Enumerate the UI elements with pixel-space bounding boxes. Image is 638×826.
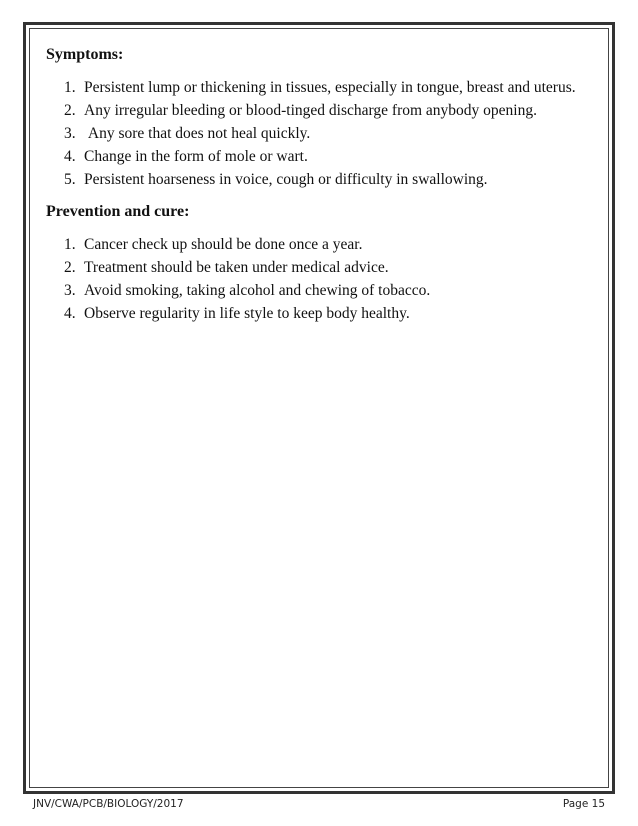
list-text: Avoid smoking, taking alcohol and chewing of tobacco.	[84, 282, 431, 299]
list-item	[46, 76, 586, 99]
list-number: 4.	[64, 305, 76, 322]
list-item	[46, 256, 586, 279]
list-text: Persistent hoarseness in voice, cough or difficulty in swallowing.	[84, 171, 488, 188]
page-content	[46, 40, 586, 325]
list-text: Treatment should be taken under medical advice.	[84, 259, 389, 276]
list-item	[46, 145, 586, 168]
list-text: Any irregular bleeding or blood-tinged discharge from anybody opening.	[84, 102, 537, 119]
list-text: Any sore that does not heal quickly.	[84, 125, 311, 142]
list-text: Observe regularity in life style to keep body healthy.	[84, 305, 410, 322]
prevention-heading: Prevention and cure:	[46, 203, 190, 220]
page-footer	[33, 798, 605, 810]
list-number: 5.	[64, 171, 76, 188]
prevention-list	[46, 233, 586, 325]
list-text: Persistent lump or thickening in tissues, especially in tongue, breast and uterus.	[84, 79, 576, 96]
footer-page-number: Page 15	[562, 798, 605, 810]
list-number: 3.	[64, 125, 76, 142]
list-item	[46, 279, 586, 302]
footer-document-code: JNV/CWA/PCB/BIOLOGY/2017	[33, 798, 184, 810]
symptoms-heading: Symptoms:	[46, 46, 124, 63]
list-number: 3.	[64, 282, 76, 299]
list-number: 2.	[64, 102, 76, 119]
list-number: 1.	[64, 79, 76, 96]
list-text: Cancer check up should be done once a year.	[84, 236, 363, 253]
list-number: 1.	[64, 236, 76, 253]
list-text: Change in the form of mole or wart.	[84, 148, 308, 165]
symptoms-list	[46, 76, 586, 191]
list-item	[46, 168, 586, 191]
list-item	[46, 99, 586, 122]
list-number: 2.	[64, 259, 76, 276]
list-item	[46, 122, 586, 145]
list-item	[46, 302, 586, 325]
list-number: 4.	[64, 148, 76, 165]
list-item	[46, 233, 586, 256]
